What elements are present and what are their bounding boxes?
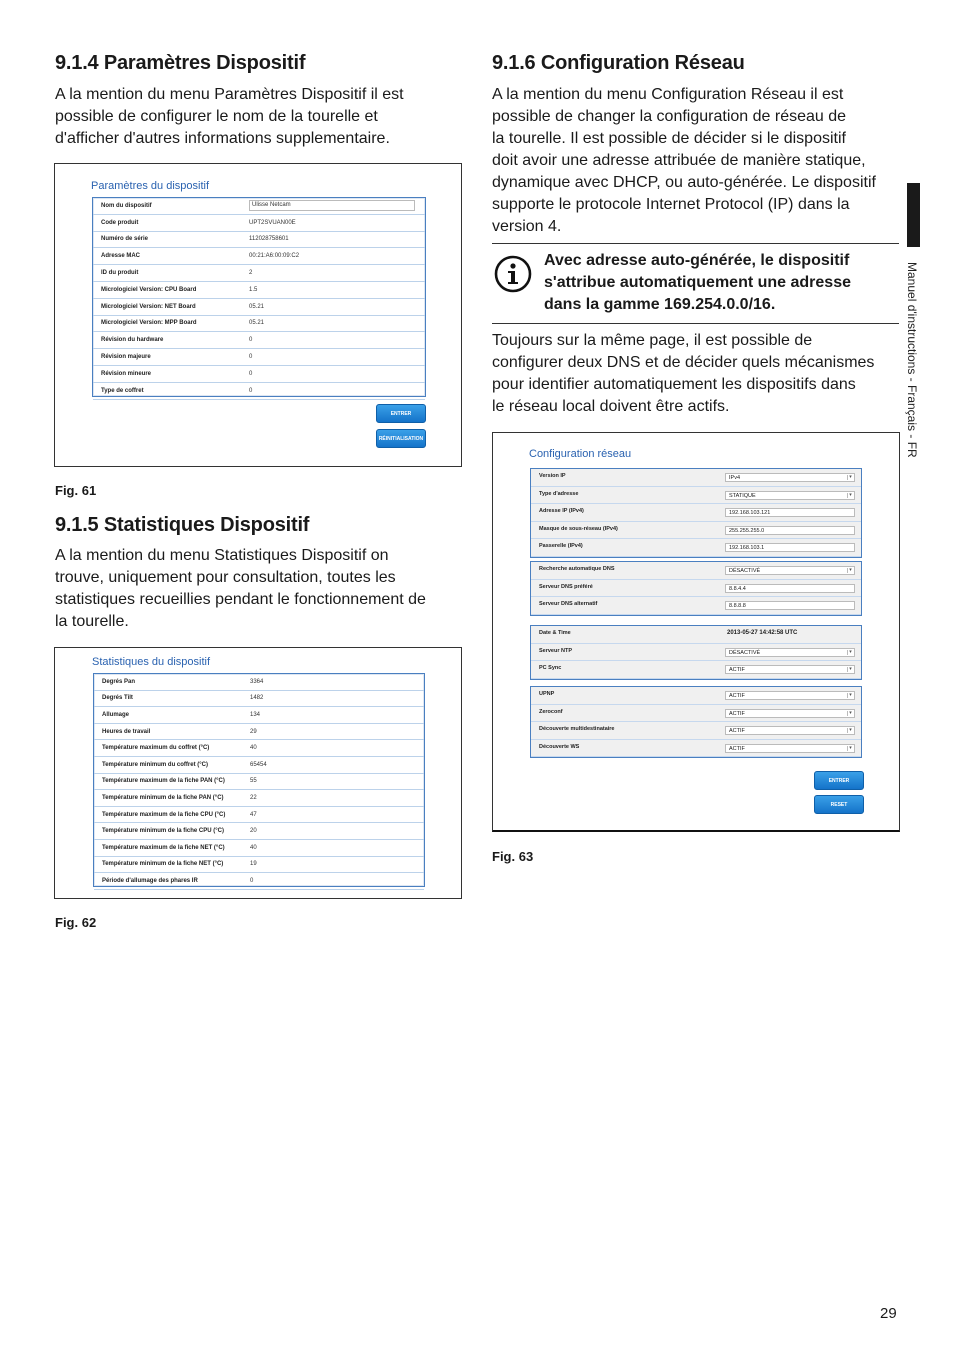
settings-group [530, 468, 862, 558]
row-label: Température maximum de la fiche PAN (°C) [102, 778, 225, 785]
settings-select[interactable] [725, 648, 855, 657]
settings-input[interactable] [725, 526, 855, 535]
note-line: dans la gamme 169.254.0.0/16. [544, 296, 776, 313]
panel-title: Statistiques du dispositif [92, 656, 211, 668]
table-row [94, 857, 424, 874]
settings-group [530, 561, 862, 616]
settings-select[interactable] [725, 744, 855, 753]
row-value: 55 [250, 778, 257, 785]
table-row [94, 873, 424, 890]
device-stats-table [93, 673, 425, 887]
body-line: dynamique avec DHCP, ou auto-générée. Le dispositif [492, 174, 876, 191]
row-value: 1482 [250, 695, 264, 702]
settings-label: UPNP [539, 691, 555, 697]
table-row [93, 366, 425, 383]
settings-row [531, 644, 861, 662]
control-value: 8.8.8.8 [729, 603, 746, 609]
table-row [93, 383, 425, 400]
body-line: Toujours sur la même page, il est possible de [492, 332, 813, 349]
settings-label: Passerelle (IPv4) [539, 543, 583, 549]
row-value: 0 [249, 354, 253, 361]
reset-button[interactable]: RESET [814, 795, 864, 814]
settings-row [531, 626, 861, 644]
settings-row [531, 740, 861, 758]
control-value: ACTIF [729, 710, 745, 717]
row-label: Numéro de série [101, 236, 149, 243]
figure-63 [492, 432, 900, 832]
row-label: Type de coffret [101, 387, 144, 394]
chevron-down-icon: ▾ [847, 568, 853, 573]
section-title-9-1-5: 9.1.5 Statistiques Dispositif [55, 514, 310, 536]
body-line: doit avoir une adresse attribuée de manière statique, [492, 152, 866, 169]
table-row [94, 674, 424, 691]
side-label-text: Manuel d'instructions - Français - FR [905, 262, 919, 458]
settings-input[interactable] [725, 543, 855, 552]
body-line: version 4. [492, 218, 562, 235]
row-label: Degrés Pan [102, 678, 136, 685]
settings-label: Zeroconf [539, 708, 563, 715]
row-value: 22 [250, 794, 257, 801]
table-row [94, 724, 424, 741]
row-label: Révision du hardware [101, 337, 164, 344]
page-number: 29 [880, 1305, 897, 1322]
row-value: 29 [250, 728, 257, 735]
note-rule-top [492, 243, 899, 244]
chevron-down-icon: ▾ [847, 475, 853, 480]
body-line: trouve, uniquement pour consultation, toutes les [55, 569, 396, 586]
settings-row [531, 597, 861, 615]
control-value: DÉSACTIVÉ [729, 649, 761, 656]
table-row [93, 232, 425, 249]
info-icon [494, 255, 532, 293]
control-value: ACTIF [729, 728, 745, 734]
settings-label: Type d'adresse [539, 490, 579, 497]
row-label: Température minimum du coffret (°C) [102, 761, 208, 768]
figure-62 [54, 647, 462, 899]
control-value: 192.168.103.1 [729, 545, 765, 551]
body-line: supporte le protocole Internet Protocol (IP) dans la [492, 196, 850, 213]
table-row [93, 215, 425, 232]
chevron-down-icon: ▾ [847, 667, 853, 672]
chevron-down-icon: ▾ [847, 746, 853, 751]
settings-value: 2013-05-27 14:42:58 UTC [727, 630, 798, 636]
table-row [94, 823, 424, 840]
row-label: Allumage [102, 711, 130, 718]
settings-label: Date & Time [539, 630, 571, 636]
settings-input[interactable] [725, 584, 855, 593]
row-label: Période d'allumage des phares IR [102, 877, 198, 884]
row-label: Micrologiciel Version: NET Board [101, 303, 196, 310]
settings-label: Masque de sous-réseau (IPv4) [539, 525, 618, 532]
figure-caption: Fig. 61 [55, 483, 97, 498]
table-row [94, 807, 424, 824]
section-title-9-1-6: 9.1.6 Configuration Réseau [492, 52, 745, 74]
side-tab-marker [907, 183, 920, 247]
table-row [94, 774, 424, 791]
settings-select[interactable] [725, 473, 855, 482]
row-value: 20 [250, 828, 257, 835]
section-title-9-1-4: 9.1.4 Paramètres Dispositif [55, 52, 306, 74]
settings-select[interactable] [725, 665, 855, 674]
control-value: ACTIF [729, 745, 745, 752]
settings-select[interactable] [725, 691, 855, 700]
control-value: IPv4 [729, 475, 741, 481]
settings-label: PC Sync [539, 665, 562, 671]
chevron-down-icon: ▾ [847, 693, 853, 698]
settings-select[interactable] [725, 726, 855, 735]
chevron-down-icon: ▾ [847, 650, 853, 655]
table-row [93, 299, 425, 316]
settings-label: Version IP [539, 473, 566, 479]
row-value: 65454 [250, 761, 267, 768]
body-line: d'afficher d'autres informations supplementaire. [55, 130, 390, 147]
row-value: 0 [249, 337, 253, 344]
table-row [93, 332, 425, 349]
table-row [93, 316, 425, 333]
settings-row [531, 661, 861, 679]
figure-61 [54, 163, 462, 467]
settings-row [531, 522, 861, 540]
row-label: Heures de travail [102, 728, 151, 735]
control-value: DÉSACTIVÉ [729, 568, 761, 574]
row-value: 0 [249, 370, 253, 377]
body-line: statistiques recueillies pendant le fonctionnement de [55, 591, 426, 608]
row-label: ID du produit [101, 270, 139, 277]
row-value: 3364 [250, 678, 264, 685]
settings-group [530, 625, 862, 680]
row-label: Révision majeure [101, 354, 151, 361]
settings-label: Recherche automatique DNS [539, 566, 615, 572]
control-value: 255.255.255.0 [729, 527, 765, 534]
row-value: 40 [250, 844, 257, 851]
table-row [94, 707, 424, 724]
settings-row [531, 539, 861, 557]
panel-title: Configuration réseau [529, 448, 632, 460]
table-row [93, 265, 425, 282]
row-label: Micrologiciel Version: CPU Board [101, 286, 197, 293]
settings-row [531, 562, 861, 580]
settings-group [530, 686, 862, 758]
enter-button[interactable]: ENTRER [814, 771, 864, 790]
row-label: Température maximum de la fiche CPU (°C) [102, 811, 226, 818]
row-value: 1.5 [249, 286, 258, 293]
body-line: possible de configurer le nom de la tourelle et [55, 108, 378, 125]
side-label [905, 262, 925, 512]
table-row [93, 198, 425, 215]
section-body2-9-1-6 [492, 330, 902, 418]
row-label: Degrés Tilt [102, 695, 133, 702]
settings-input[interactable] [725, 508, 855, 517]
row-value: 00:21:A6:00:09:C2 [249, 253, 300, 260]
settings-label: Serveur DNS préféré [539, 583, 593, 590]
row-value: 0 [250, 877, 254, 884]
body-line: pour identifier automatiquement les dispositifs dans [492, 376, 856, 393]
body-line: configurer deux DNS et de décider quels mécanismes [492, 354, 875, 371]
settings-input[interactable] [725, 601, 855, 610]
section-body-9-1-6 [492, 84, 902, 238]
settings-select[interactable] [725, 491, 855, 500]
table-row [93, 349, 425, 366]
row-value: 0 [249, 387, 253, 394]
settings-select[interactable] [725, 566, 855, 575]
settings-row [531, 580, 861, 598]
table-row [94, 691, 424, 708]
chevron-down-icon: ▾ [847, 728, 853, 733]
note-rule-bottom [492, 323, 899, 324]
body-line: A la mention du menu Configuration Réseau il est [492, 86, 844, 103]
figure-caption: Fig. 63 [492, 849, 534, 864]
note-line: s'attribue automatiquement une adresse [544, 274, 851, 291]
settings-label: Découverte multidestinataire [539, 726, 615, 732]
settings-label: Découverte WS [539, 743, 580, 750]
device-params-table [92, 197, 426, 397]
table-row [93, 282, 425, 299]
chevron-down-icon: ▾ [847, 493, 853, 498]
row-label: Température minimum de la fiche PAN (°C) [102, 794, 224, 801]
row-label: Nom du dispositif [101, 202, 152, 209]
figure-caption: Fig. 62 [55, 915, 97, 930]
body-line: le réseau local doivent être actifs. [492, 398, 730, 415]
body-line: la tourelle. Il est possible de décider si le dispositif [492, 130, 846, 147]
table-row [93, 248, 425, 265]
section-body-9-1-4 [55, 84, 465, 150]
info-note [544, 250, 900, 316]
row-value: 40 [250, 745, 257, 752]
settings-row [531, 722, 861, 740]
settings-label: Serveur DNS alternatif [539, 601, 598, 607]
settings-row [531, 487, 861, 505]
row-label: Température minimum de la fiche NET (°C) [102, 861, 224, 868]
settings-select[interactable] [725, 709, 855, 718]
row-value: 47 [250, 811, 257, 818]
row-label: Température maximum de la fiche NET (°C) [102, 844, 225, 851]
row-value: 2 [249, 270, 253, 277]
body-line: la tourelle. [55, 613, 129, 630]
body-line: A la mention du menu Statistiques Dispositif on [55, 547, 389, 564]
table-row [94, 840, 424, 857]
row-label: Code produit [101, 219, 139, 226]
note-line: Avec adresse auto-générée, le dispositif [544, 252, 850, 269]
row-value: 19 [250, 861, 257, 868]
table-row [94, 757, 424, 774]
settings-row [531, 504, 861, 522]
control-value: ACTIF [729, 693, 745, 699]
control-value: 8.8.4.4 [729, 585, 746, 592]
row-value: UPT2SVUAN00E [249, 219, 296, 226]
row-value: 112028758601 [249, 236, 289, 243]
row-value: 05.21 [249, 303, 265, 310]
settings-label: Adresse IP (IPv4) [539, 508, 584, 514]
chevron-down-icon: ▾ [847, 711, 853, 716]
settings-label: Serveur NTP [539, 647, 573, 654]
settings-row [531, 469, 861, 487]
row-label: Température minimum de la fiche CPU (°C) [102, 828, 224, 835]
control-value: 192.168.103.121 [729, 510, 771, 516]
table-row [94, 790, 424, 807]
device-name-input[interactable]: Ulisse Netcam [249, 200, 415, 211]
row-label: Révision mineure [101, 370, 152, 377]
row-label: Adresse MAC [101, 253, 141, 260]
panel-title: Paramètres du dispositif [91, 180, 209, 192]
row-value: 134 [250, 711, 261, 718]
settings-row [531, 705, 861, 723]
row-label: Température maximum du coffret (°C) [102, 745, 210, 752]
row-label: Micrologiciel Version: MPP Board [101, 320, 197, 327]
body-line: possible de changer la configuration de réseau de [492, 108, 847, 125]
body-line: A la mention du menu Paramètres Dispositif il est [55, 86, 404, 103]
enter-button[interactable]: ENTRER [376, 404, 426, 423]
control-value: STATIQUE [729, 492, 756, 499]
reset-button[interactable]: RÉINITIALISATION [376, 429, 426, 448]
settings-row [531, 687, 861, 705]
control-value: ACTIF [729, 667, 745, 673]
section-body-9-1-5 [55, 545, 465, 633]
table-row [94, 740, 424, 757]
row-value: 05.21 [249, 320, 265, 327]
